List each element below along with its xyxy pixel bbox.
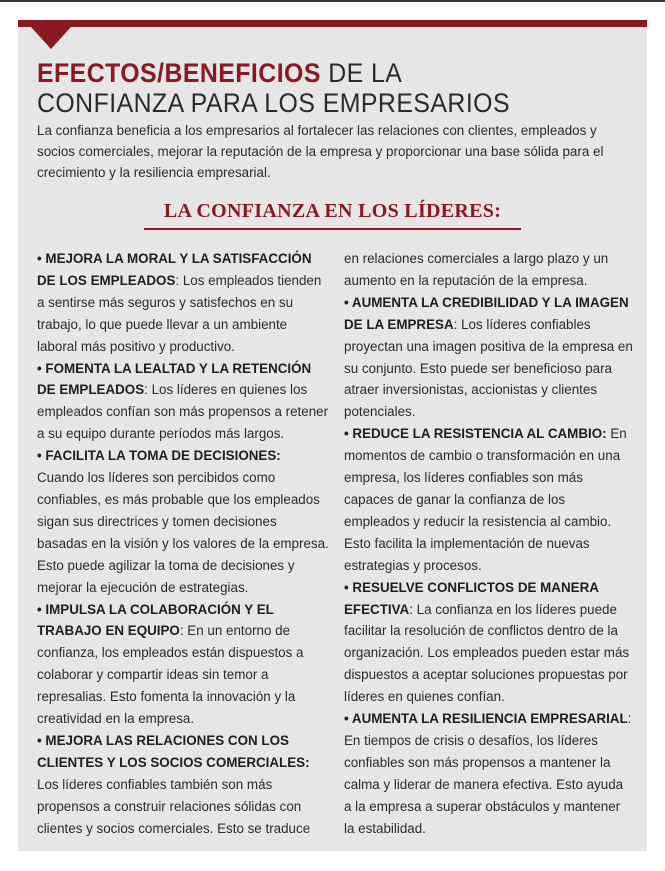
item-body: : Los empleados tienden a sentirse más seguros y satisfechos en su trabajo, lo que puede llevar a un ambiente laboral más positivo y productivo.: [37, 272, 322, 354]
left-column: [37, 248, 329, 839]
item-heading: • AUMENTA LA CREDIBILIDAD Y LA IMAGEN DE LA EMPRESA: [344, 294, 629, 332]
section-subtitle: LA CONFIANZA EN LOS LÍDERES:: [163, 200, 502, 222]
item-body: : Los líderes confiables proyectan una imagen positiva de la empresa en su conjunto. Esto puede ser beneficioso para atraer inversionistas, accionistas y clientes potenciales.: [344, 316, 633, 420]
item-body: Cuando los líderes son percibidos como confiables, es más probable que los empleados sigan sus directrices y tomen decisiones basadas en la visión y los valores de la empresa. Esto puede agilizar la toma de decisiones y mejorar la ejecución de estrategias.: [37, 470, 329, 595]
list-item: [37, 599, 329, 730]
title-accent: EFECTOS/BENEFICIOS: [37, 58, 321, 88]
item-body: : La confianza en los líderes puede facilitar la resolución de conflictos dentro de la organización. Los empleados pueden estar más dispuestos a aceptar soluciones propuestas por líderes en quienes confían.: [344, 601, 630, 705]
item-body: : En un entorno de confianza, los empleados están dispuestos a colaborar y compartir ideas sin temor a represalias. Esto fomenta la innovación y la creatividad en la empresa.: [37, 623, 304, 727]
item-heading: • RESUELVE CONFLICTOS DE MANERA EFECTIVA: [344, 579, 599, 617]
title-line-2: CONFIANZA PARA LOS EMPRESARIOS: [37, 88, 510, 118]
list-item: [344, 577, 634, 708]
list-item: [37, 445, 329, 598]
article-panel: [18, 20, 647, 851]
item-heading: • REDUCE LA RESISTENCIA AL CAMBIO:: [344, 426, 607, 442]
list-item: [344, 292, 634, 423]
item-body: : Los líderes en quienes los empleados confían son más propensos a retener a su equipo durante períodos más largos.: [37, 382, 329, 442]
item-heading: • IMPULSA LA COLABORACIÓN Y EL TRABAJO EN EQUIPO: [37, 601, 274, 639]
page-title: [37, 58, 589, 118]
list-item: [344, 708, 634, 839]
intro-paragraph: La confianza beneficia a los empresarios al fortalecer las relaciones con clientes, empleados y socios comerciales, mejorar la reputación de la empresa y proporcionar una base sólida para el crecimiento y la resiliencia empresarial.: [37, 123, 604, 180]
item-heading: • FACILITA LA TOMA DE DECISIONES:: [37, 448, 281, 464]
title-rest: DE LA: [320, 58, 403, 88]
item-heading: • AUMENTA LA RESILIENCIA EMPRESARIAL: [344, 711, 628, 727]
right-column: [344, 248, 634, 839]
list-item: [344, 423, 634, 576]
top-divider-line: [0, 0, 665, 2]
list-item: [37, 358, 329, 446]
header-accent-bar: [18, 20, 647, 27]
list-item: [37, 248, 329, 358]
item-body: Los líderes confiables también son más propensos a construir relaciones sólidas con clientes y socios comerciales. Esto se traduce: [37, 776, 311, 836]
item-body: En momentos de cambio o transformación en una empresa, los líderes confiables son más capaces de ganar la confianza de los empleados y reducir la resistencia al cambio. Esto facilita la implementación de nuevas estrategias y procesos.: [344, 426, 627, 573]
item-heading: • MEJORA LAS RELACIONES CON LOS CLIENTES Y LOS SOCIOS COMERCIALES:: [37, 732, 310, 770]
list-item-continuation: en relaciones comerciales a largo plazo y un aumento en la reputación de la empresa.: [344, 251, 609, 288]
item-heading: • FOMENTA LA LEALTAD Y LA RETENCIÓN DE EMPLEADOS: [37, 360, 312, 398]
header-triangle-marker: [31, 27, 71, 49]
item-body: : En tiempos de crisis o desafíos, los líderes confiables son más propensos a mantener la calma y liderar de manera efectiva. Esto ayuda a la empresa a superar obstáculos y mantener la estabilidad.: [344, 711, 632, 836]
item-heading: • MEJORA LA MORAL Y LA SATISFACCIÓN DE LOS EMPLEADOS: [37, 251, 312, 288]
subtitle-underline: [144, 228, 521, 230]
list-item: [37, 730, 329, 840]
